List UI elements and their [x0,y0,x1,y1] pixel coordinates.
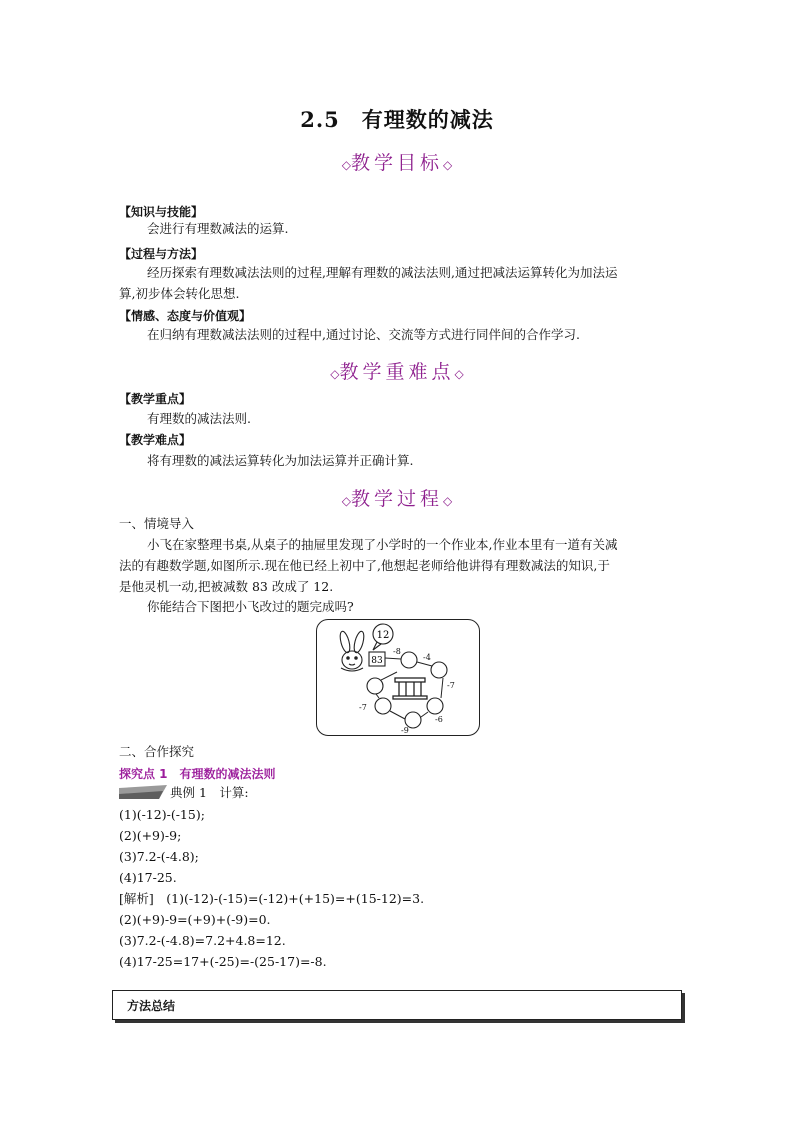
diamond-icon: ◇ [341,494,351,508]
section-heading-goals [0,148,794,175]
diamond-icon: ◇ [330,367,340,381]
method-summary-box [112,990,682,1020]
text-intro-question: 你能结合下图把小飞改过的题完成吗? [147,599,354,614]
rabbit-icon [338,630,365,671]
heading-process-method: 【过程与方法】 [119,247,204,261]
bubble-number: 12 [376,630,390,641]
section-heading-process [0,484,794,511]
text-values: 在归纳有理数减法法则的过程中,通过讨论、交流等方式进行同伴间的合作学习. [147,327,580,342]
building-icon [393,678,427,699]
question-3: (3)7.2-(-4.8); [119,849,199,864]
op-label: -7 [359,703,367,712]
heading-values: 【情感、态度与价值观】 [119,309,252,323]
section-label: 教学重难点 [339,361,455,383]
heading-knowledge: 【知识与技能】 [119,205,204,219]
text-knowledge: 会进行有理数减法的运算. [147,221,289,236]
op-label: -8 [393,647,401,656]
answer-1: [解析] (1)(-12)-(-15)=(-12)+(+15)=+(15-12)=3. [119,891,425,906]
heading-cooperative: 二、合作探究 [119,744,195,759]
text-intro-2: 法的有趣数学题,如图所示.现在他已经上初中了,他想起老师给他讲得有理数减法的知识,于 [119,558,610,573]
question-1: (1)(-12)-(-15); [119,807,205,822]
question-4: (4)17-25. [119,870,177,885]
page-title: 2.5 有理数的减法 [300,107,494,132]
question-2: (2)(+9)-9; [119,828,182,843]
explore-point-title: 探究点 1 有理数的减法法则 [119,767,276,781]
text-process-1: 经历探索有理数减法法则的过程,理解有理数的减法法则,通过把减法运算转化为加法运 [147,265,618,280]
diamond-icon: ◇ [443,494,453,508]
figure-subtraction-loop [316,619,480,736]
answer-2: (2)(+9)-9=(+9)+(-9)=0. [119,912,271,927]
answer-4: (4)17-25=17+(-25)=-(25-17)=-8. [119,954,327,969]
op-label: -9 [401,726,409,735]
example-banner-icon [119,785,167,799]
section-label: 教学目标 [350,152,443,174]
text-process-2: 算,初步体会转化思想. [119,286,240,301]
loop-diagram [317,620,479,735]
text-intro-3: 是他灵机一动,把被减数 83 改成了 12. [119,579,334,594]
text-key: 有理数的减法法则. [147,411,251,426]
heading-difficulty: 【教学难点】 [119,433,192,447]
diamond-icon: ◇ [454,367,464,381]
section-label: 教学过程 [350,488,443,510]
diamond-icon: ◇ [443,158,453,172]
example-title: 典例 1 计算: [170,785,249,800]
op-label: -7 [447,681,455,690]
section-heading-key-points [0,357,794,384]
heading-intro: 一、情境导入 [119,516,195,531]
text-difficulty: 将有理数的减法运算转化为加法运算并正确计算. [147,453,414,468]
start-number: 83 [371,656,383,666]
heading-key: 【教学重点】 [119,392,192,406]
op-label: -4 [423,653,431,662]
op-label: -6 [435,715,443,724]
diamond-icon: ◇ [341,158,351,172]
text-intro-1: 小飞在家整理书桌,从桌子的抽屉里发现了小学时的一个作业本,作业本里有一道有关减 [147,537,618,552]
method-summary-label: 方法总结 [127,999,176,1013]
answer-3: (3)7.2-(-4.8)=7.2+4.8=12. [119,933,286,948]
